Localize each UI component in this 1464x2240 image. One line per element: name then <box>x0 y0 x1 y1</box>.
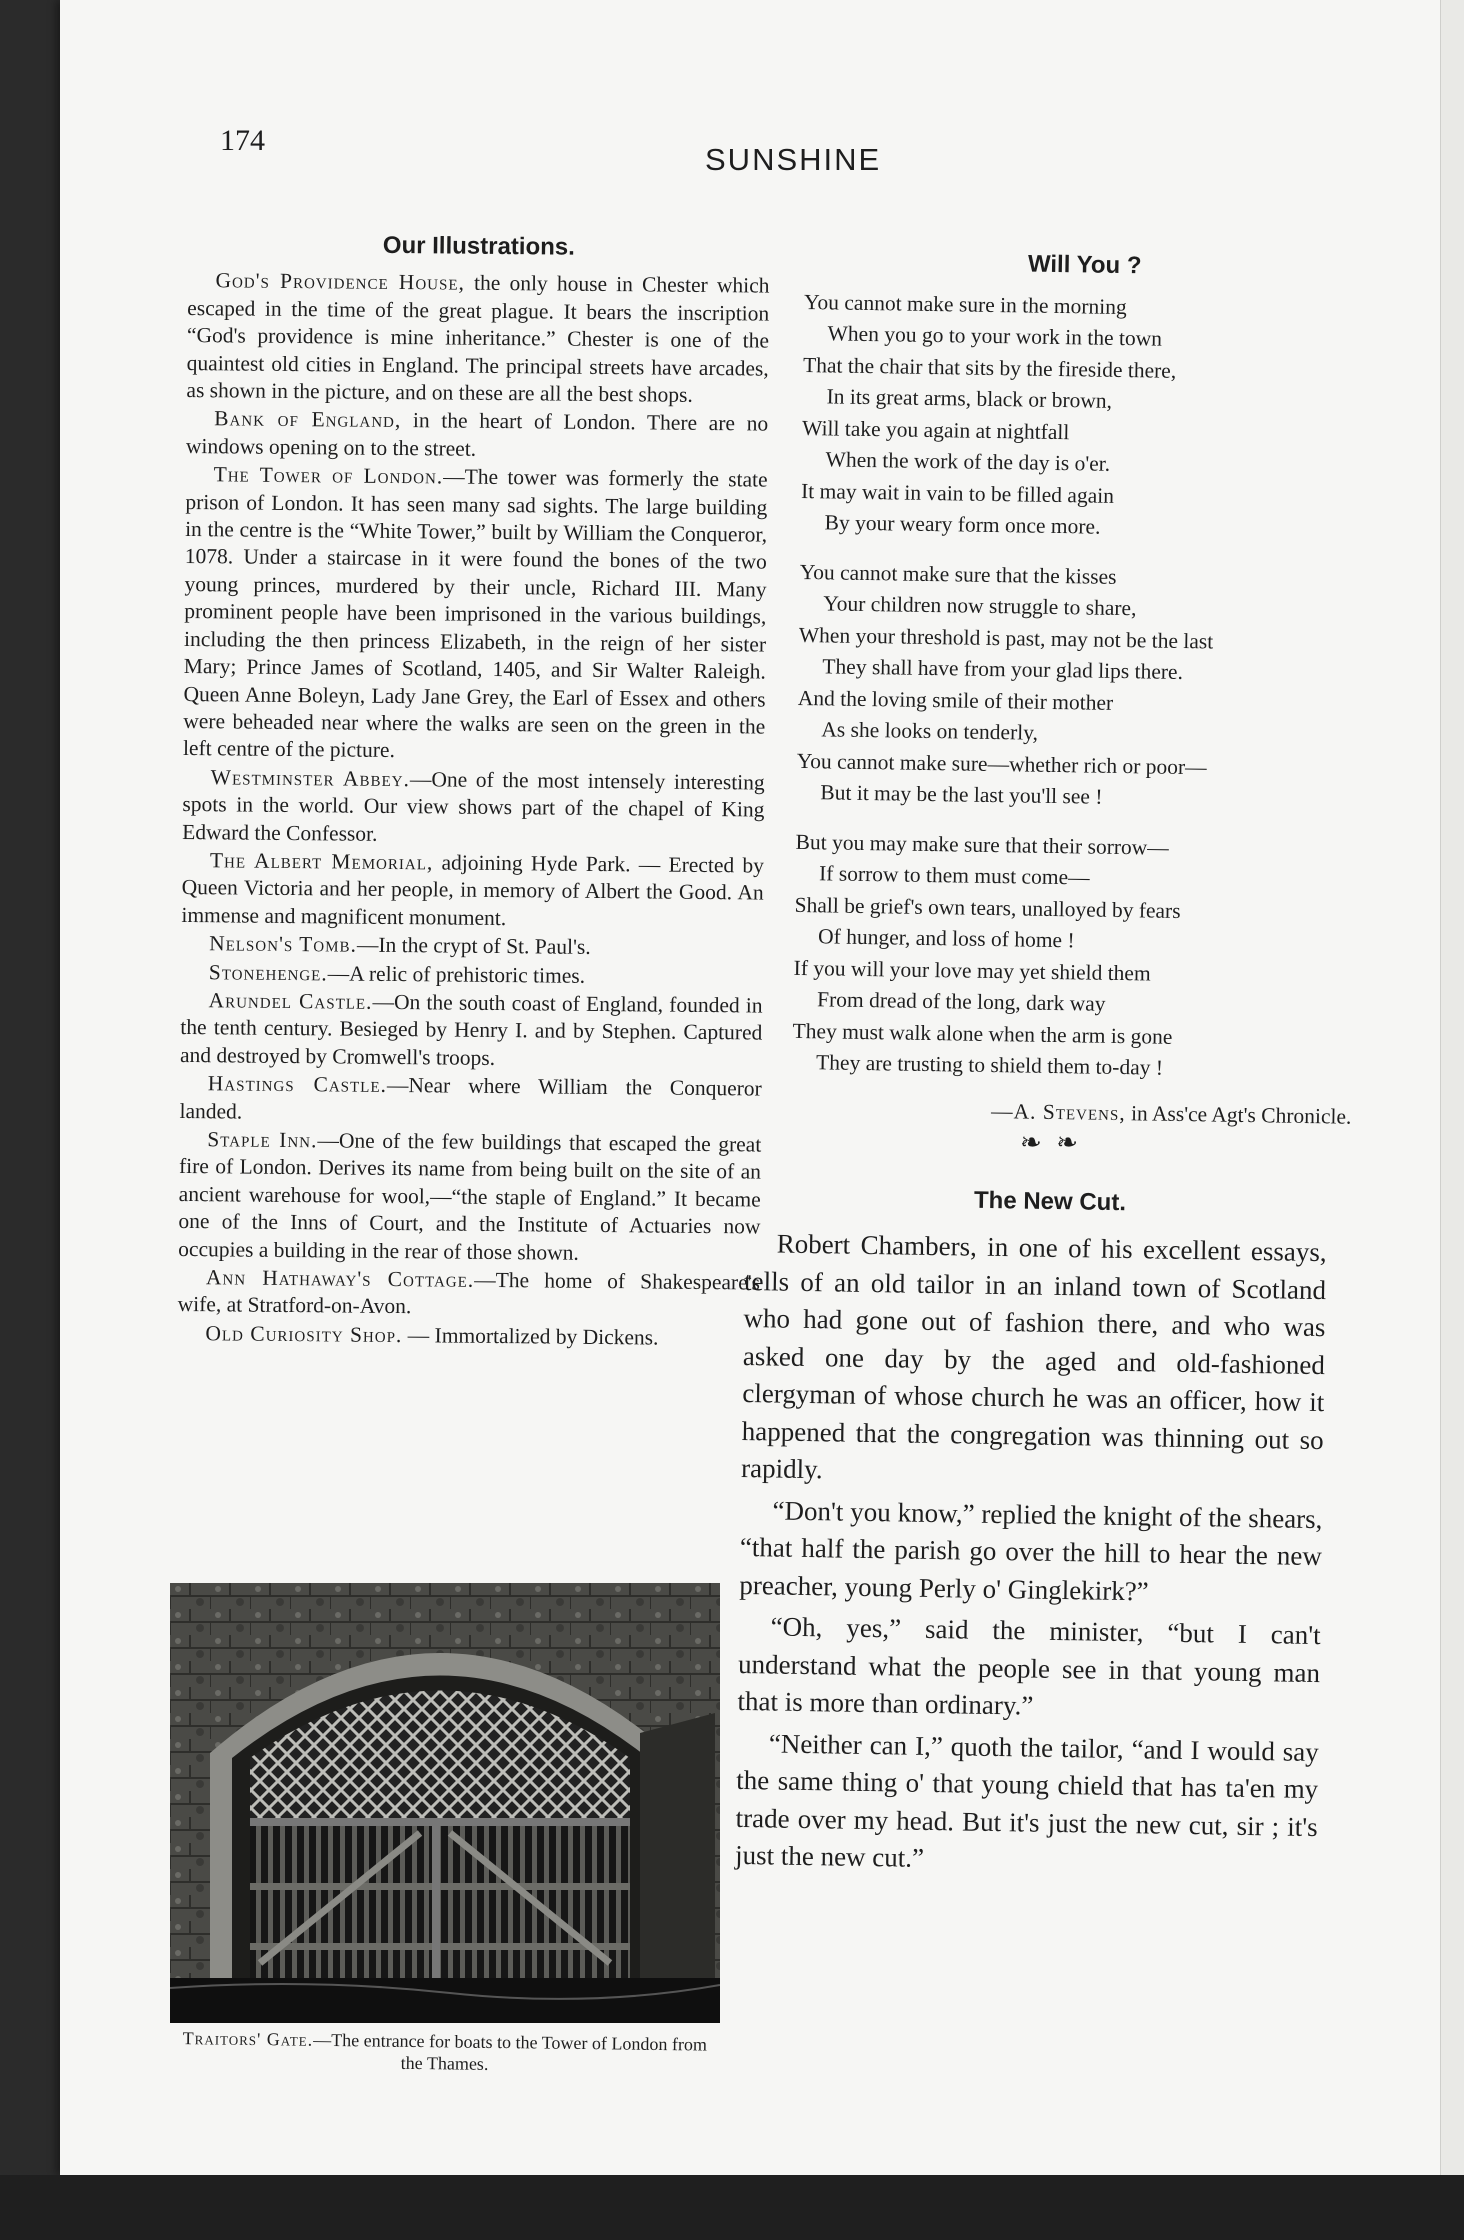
poem-line: They must walk alone when the arm is gone <box>792 1018 1173 1049</box>
illustration-entry <box>181 847 764 935</box>
illustrations-column <box>177 230 770 1354</box>
poem-line: By your weary form once more. <box>824 510 1101 539</box>
poem-line: Your children now struggle to share, <box>823 591 1137 621</box>
article-paragraph: “Don't you know,” replied the knight of the shears, “that half the parish go over the hill to hear the new preacher, young Perly o' Ginglekirk?” <box>739 1494 1323 1606</box>
illustration-entry <box>182 764 765 852</box>
entry-text: adjoining Hyde Park. — Erected by Queen Victoria and her people, in memory of Albert the Good. An immense and magnificent monument. <box>181 850 765 930</box>
illustration-entry <box>181 959 763 992</box>
running-title: SUNSHINE <box>705 142 882 177</box>
poem-line: They shall have from your glad lips there. <box>822 654 1184 684</box>
attribution-source: in Ass'ce Agt's Chronicle. <box>1125 1100 1352 1129</box>
entry-title: Ann Hathaway's Cottage. <box>205 1265 475 1292</box>
entry-title: The Albert Memorial, <box>209 848 434 875</box>
article-paragraph: “Oh, yes,” said the minister, “but I can't understand what the people see in that young man that is more than ordinary.” <box>737 1611 1321 1721</box>
entry-title: God's Providence House, <box>215 268 466 296</box>
poem-line: When your threshold is past, may not be the last <box>798 622 1214 653</box>
entry-title: Arundel Castle. <box>208 988 373 1014</box>
poem-will-you <box>791 245 1365 1133</box>
entry-text: —A relic of prehistoric times. <box>327 960 586 988</box>
entry-text: the only house in Chester which escaped in the time of the great plague. It bears the inscription “God's providence is mine inheritance.” Chester is one of the quaintest old cities in England. The principal streets have arcades, as shown in the picture, and on these are all the best shops. <box>186 271 770 407</box>
poem-line: When the work of the day is o'er. <box>825 447 1111 476</box>
scan-border <box>0 2175 1464 2240</box>
poem-line: You cannot make sure—whether rich or poor— <box>796 748 1207 779</box>
entry-text: —In the crypt of St. Paul's. <box>356 932 591 960</box>
illustration-entry <box>180 987 763 1075</box>
illustration-entry <box>178 1126 761 1269</box>
entry-text: —One of the few buildings that escaped the great fire of London. Derives its name from being built on the site of an ancient warehouse for wool,—“the staple of England.” It became one of the Inns of Court, and the Institute of Actuaries now occupies a building in the rear of those shown. <box>178 1128 762 1265</box>
section-ornament: ❧ ❧ <box>1020 1128 1083 1157</box>
poem-line: You cannot make sure in the morning <box>803 289 1127 319</box>
caption-title: Traitors' Gate. <box>182 2028 314 2050</box>
traitors-gate-photo <box>170 1583 720 2023</box>
poem-line: That the chair that sits by the fireside there, <box>802 352 1177 383</box>
entry-text: in the heart of London. There are no windows opening on to the street. <box>185 408 769 461</box>
entry-title: The Tower of London. <box>213 462 444 489</box>
entry-title: Hastings Castle. <box>207 1071 388 1098</box>
poem-stanza <box>792 826 1356 1087</box>
poem-line: Shall be grief's own tears, unalloyed by fears <box>794 892 1181 923</box>
poem-line: When you go to your work in the town <box>827 321 1163 351</box>
entry-title: Stonehenge. <box>208 959 328 985</box>
entry-title: Old Curiosity Shop. <box>205 1321 403 1347</box>
new-cut-heading: The New Cut. <box>973 1186 1127 1217</box>
illustration-entry <box>178 1264 760 1324</box>
entry-title: Bank of England, <box>214 406 402 433</box>
illustration-entry <box>183 461 768 768</box>
next-page-edge <box>1440 0 1464 2175</box>
illustration-entry <box>181 930 763 963</box>
poem-line: If you will your love may yet shield them <box>793 955 1151 986</box>
poem-line: You cannot make sure that the kisses <box>799 559 1117 589</box>
illustrations-list <box>177 267 769 1352</box>
entry-text: —Near where William the Conqueror landed. <box>179 1073 762 1124</box>
caption-text: —The entrance for boats to the Tower of London from the Thames. <box>313 2029 708 2074</box>
poem-stanza <box>800 286 1364 547</box>
poem-line: But it may be the last you'll see ! <box>820 780 1103 809</box>
poem-line: As she looks on tenderly, <box>821 717 1039 745</box>
illustration-entry <box>186 405 768 465</box>
entry-title: Staple Inn. <box>207 1127 318 1153</box>
entry-text: —The home of Shakespeare's wife, at Stratford-on-Avon. <box>177 1267 761 1319</box>
poem-line: It may wait in vain to be filled again <box>800 478 1115 508</box>
poem-line: But you may make sure that their sorrow— <box>795 829 1169 860</box>
entry-title: Nelson's Tomb. <box>209 931 358 957</box>
poem-line: Of hunger, and loss of home ! <box>817 924 1075 953</box>
poem-line: In its great arms, black or brown, <box>826 384 1113 413</box>
poem-heading: Will You ? <box>1027 250 1142 280</box>
entry-text: —One of the most intensely interesting spots in the world. Our view shows part of the chapel of King Edward the Confessor. <box>182 766 765 846</box>
poem-line: And the loving smile of their mother <box>797 685 1114 715</box>
poem-line: If sorrow to them must come— <box>818 861 1090 890</box>
poem-line: From dread of the long, dark way <box>816 987 1106 1016</box>
photo-caption <box>169 2027 719 2078</box>
illustration-entry <box>186 267 769 410</box>
entry-title: Westminster Abbey. <box>210 764 411 791</box>
illustration-entry <box>179 1070 761 1130</box>
entry-text: —On the south coast of England, founded in the tenth century. Besieged by Henry I. and by Stephen. Captured and destroyed by Cromwell's troops. <box>179 989 763 1070</box>
new-cut-article <box>735 1225 1327 1888</box>
entry-text: — Immortalized by Dickens. <box>402 1322 659 1350</box>
attribution-author: —A. Stevens, <box>990 1098 1126 1125</box>
poem-line: Will take you again at nightfall <box>801 415 1070 444</box>
page-number: 174 <box>220 124 265 157</box>
illustrations-heading: Our Illustrations. <box>382 231 575 261</box>
poem-stanza <box>796 556 1360 817</box>
article-paragraph: Robert Chambers, in one of his excellent essays, tells of an old tailor in an inland town of Scotland who had gone out of fashion there, and who was asked one day by the aged and old-fashioned clergyman of whose church he was an officer, how it happened that the congregation was thinning out so rapidly. <box>740 1228 1327 1485</box>
entry-text: —The tower was formerly the state prison of London. It has seen many sad sights. The large building in the centre is the “White Tower,” built by William the Conqueror, 1078. Under a staircase in it were found the bones of the two young princes, murdered by their uncle, Richard III. Many prominent people have been imprisoned in the various buildings, including the then princess Elizabeth, in the reign of her sister Mary; Prince James of Scotland, 1405, and Sir Walter Raleigh. Queen Anne Boleyn, Lady Jane Grey, the Earl of Essex and others were beheaded near where the walks are seen on the green in the left centre of the picture. <box>182 464 768 763</box>
poem-line: They are trusting to shield them to-day ! <box>815 1050 1164 1080</box>
article-paragraph: “Neither can I,” quoth the tailor, “and I would say the same thing o' that young chield that has ta'en my trade over my head. But it's just the new cut, sir ; it's just the new cut.” <box>734 1727 1320 1873</box>
illustration-entry <box>177 1320 759 1353</box>
